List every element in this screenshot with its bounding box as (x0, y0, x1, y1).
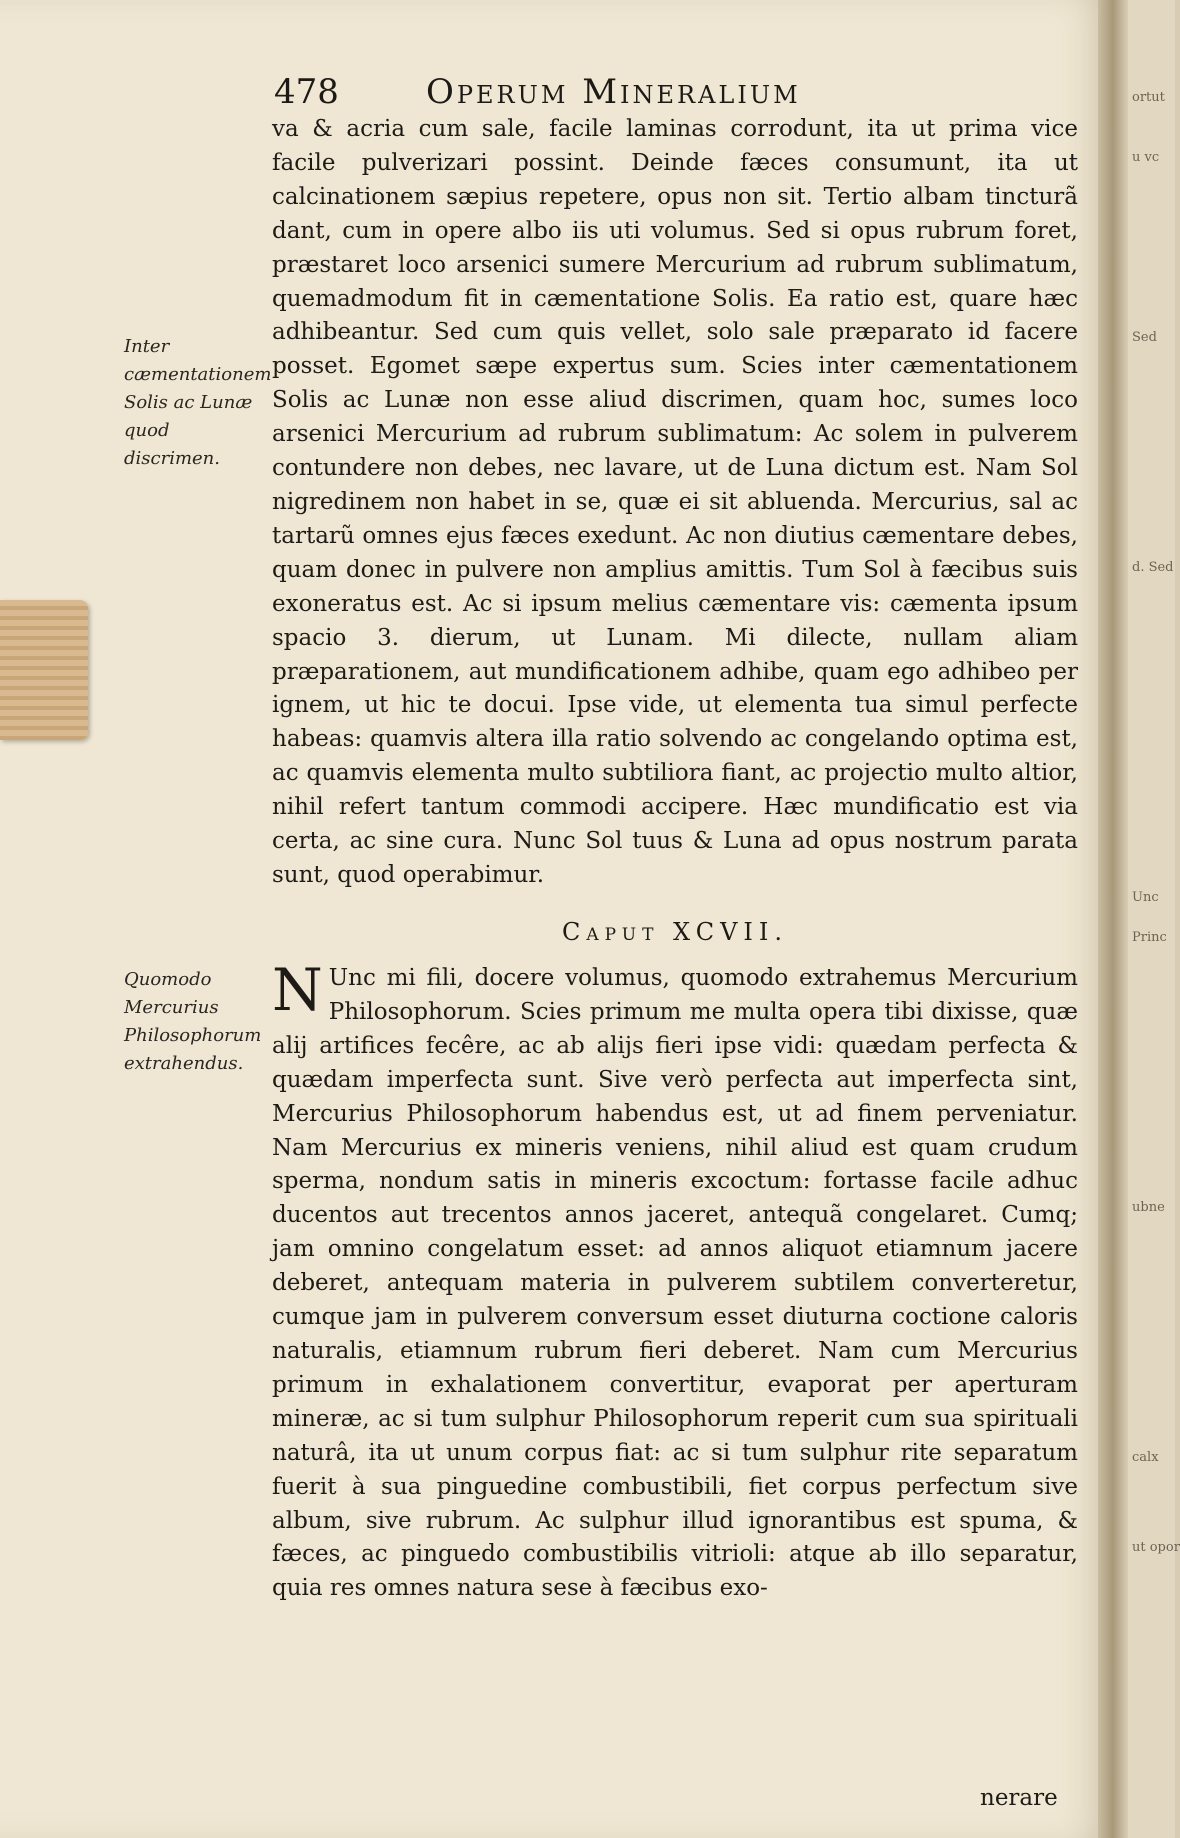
section-2-paragraph (272, 956, 1078, 1606)
section-2-text (272, 956, 1078, 1606)
book-gutter (1098, 0, 1128, 1838)
chapter-heading: Caput XCVII. (561, 918, 789, 946)
section-2-body: Unc mi fili, docere volumus, quomodo extrahemus Mercurium Philosophorum. Scies primum me multa opera tibi dixisse, quæ alij artifices fecêre, ac ab alijs fieri ipse vidi: quædam perfecta & quædam imperfecta sunt. Sive verò perfecta aut imperfecta sint, Mercurius Philosophorum habendus est, ut ad finem perveniatur. Nam Mercurius ex mineris veniens, nihil aliud est quam crudum sperma, nondum satis in mineris excoctum: fortasse facile adhuc ducentos aut trecentos annos jaceret, antequã congelaret. Cumq; jam omnino congelatum esset: ad annos aliquot etiamnum jacere deberet, antequam materia in pulverem subtilem converteretur, cumque jam in pulverem conversum esset diuturna coctione caloris naturalis, etiamnum rubrum fieri deberet. Nam cum Mercurius primum in exhalationem convertitur, evaporat per aperturam mineræ, ac si tum sulphur Philosophorum reperit cum sua spirituali naturâ, ita ut unum corpus fiat: ac si tum sulphur rite separatum fuerit à sua pinguedine combustibili, fiet corpus perfectum sive album, sive rubrum. Ac sulphur illud ignorantibus est spuma, & fæces, ac pinguedo combustibilis vitrioli: atque ab illo separatur, quia res omnes natura sese à fæcibus exo- (272, 965, 1078, 1602)
margin-note-1: Inter cæmentationem Solis ac Lunæ quod discrimen. (124, 336, 272, 469)
facing-page-edge: ortut u vc Sed d. Sed Unc Princ ubne calx ut opor (1128, 0, 1175, 1838)
catchword: nerare (980, 1785, 1058, 1811)
section-1-paragraph: va & acria cum sale, facile laminas corrodunt, ita ut prima vice facile pulverizari possint. Deinde fæces consumunt, ita ut calcinationem sæpius repetere, opus non sit. Tertio albam tincturã dant, cum in opere albo iis uti volumus. Sed si opus rubrum foret, præstaret loco arsenici sumere Mercurium ad rubrum sublimatum, quemadmodum fit in cæmentatione Solis. Ea ratio est, quare hæc adhibeantur. Sed cum quis vellet, solo sale præparato id facere posset. Egomet sæpe expertus sum. Scies inter cæmentationem Solis ac Lunæ non esse aliud discrimen, quam hoc, sumes loco arsenici Mercurium ad rubrum sublimatum: Ac solem in pulverem contundere non debes, nec lavare, ut de Luna dictum est. Nam Sol nigredinem non habet in se, quæ ei sit abluenda. Mercurius, sal ac tartarũ omnes ejus fæces exedunt. Ac non diutius cæmentare debes, quam donec in pulvere non amplius amittis. Tum Sol à fæcibus suis exoneratus est. Ac si ipsum melius cæmentare vis: cæmenta ipsum spacio 3. dierum, ut Lunam. Mi dilecte, nullam aliam præparationem, aut mundificationem adhibe, quam ego adhibeo per ignem, ut hic te docui. Ipse vide, ut elementa tua simul perfecte habeas: quamvis altera illa ratio solvendo ac congelando optima est, ac quamvis elementa multo subtiliora fiant, ac projectio multo altior, nihil refert tantum commodi accipere. Hæc mundificatio est via certa, ac sine cura. Nunc Sol tuus & Luna ad opus nostrum parata sunt, quod operabimur. (272, 116, 1078, 888)
page-header (274, 72, 1074, 112)
section-1-text (272, 113, 1078, 893)
running-title: Operum Mineralium (426, 72, 801, 112)
page-number: 478 (274, 72, 339, 112)
paper-tab (0, 600, 88, 740)
drop-cap: N (272, 956, 323, 1024)
margin-note-2: Quomodo Mercurius Philosophorum extrahendus. (124, 969, 262, 1074)
